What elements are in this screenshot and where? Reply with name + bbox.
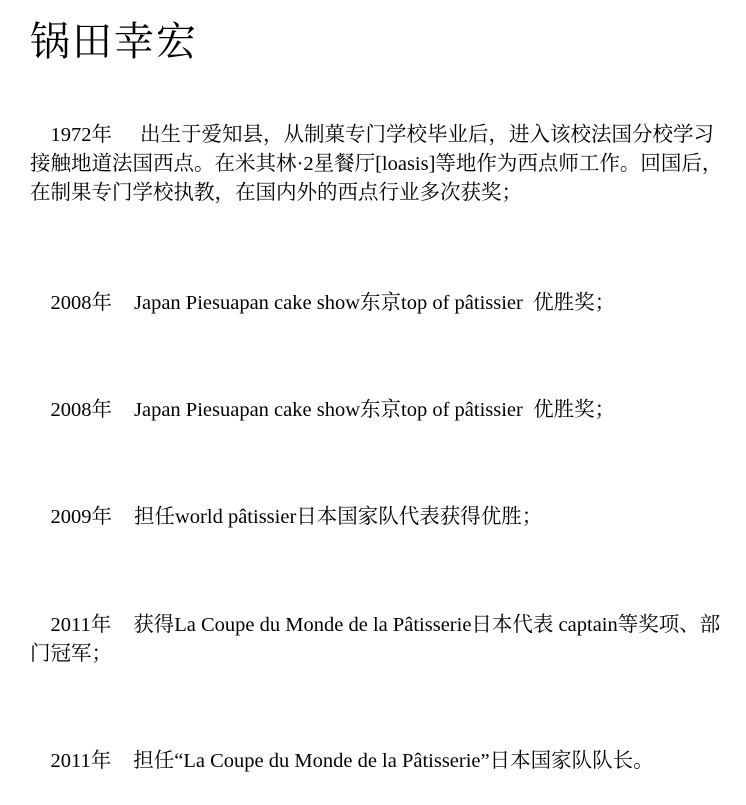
resume-entry <box>30 260 724 347</box>
entry-year: 2008年 <box>50 291 112 314</box>
resume-entry <box>30 367 724 454</box>
page-title: 锅田幸宏 <box>30 19 198 65</box>
entry-text: 担任“La Coupe du Monde de la Pâtisserie”日本国家队队长。 <box>133 750 654 773</box>
resume-entry <box>30 474 724 561</box>
entry-text: 担任world pâtissier日本国家队代表获得优胜； <box>134 506 543 529</box>
entry-year: 2009年 <box>50 506 112 529</box>
entry-text: 获得La Coupe du Monde de la Pâtisserie日本代表 captain等奖项、部门冠军； <box>30 613 721 665</box>
resume-entry <box>30 582 724 698</box>
entry-text: 出生于爱知县，从制菓专门学校毕业后，进入该校法国分校学习接触地道法国西点。在米其林·2星餐厅[loasis]等地作为西点师工作。回国后，在制果专门学校执教，在国内外的西点行业多次获奖； <box>30 124 723 205</box>
entry-year: 2011年 <box>50 750 112 773</box>
entry-text: Japan Piesuapan cake show东京top of pâtissier 优胜奖； <box>134 398 616 421</box>
entry-year: 2011年 <box>50 613 112 636</box>
entry-year: 2008年 <box>50 398 112 421</box>
entry-text: Japan Piesuapan cake show东京top of pâtissier 优胜奖； <box>134 291 616 314</box>
entry-year: 1972年 <box>50 124 112 147</box>
resume-entry <box>30 92 724 238</box>
resume-entry <box>30 718 724 805</box>
